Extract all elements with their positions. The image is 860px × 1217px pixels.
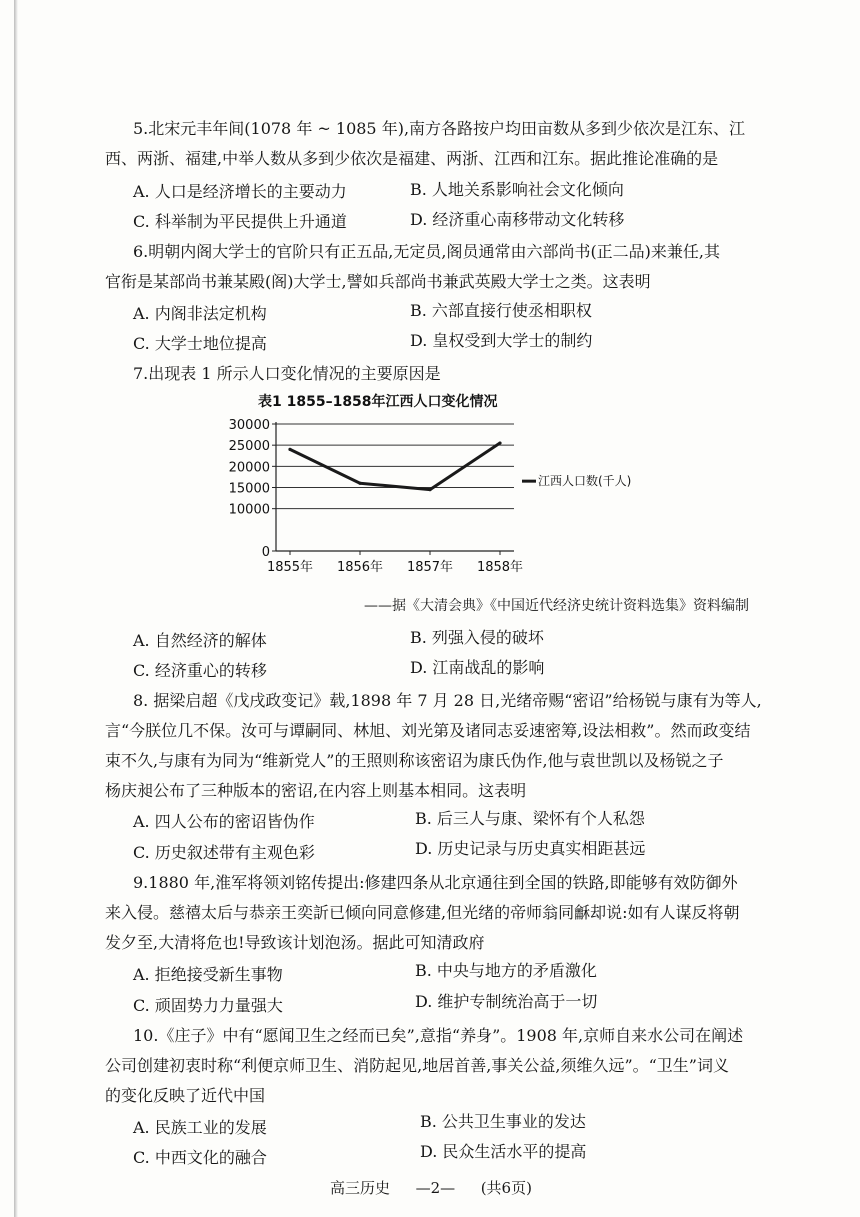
chart-data-point (358, 482, 361, 485)
population-chart-svg (228, 390, 796, 590)
q8-stem-line-3: 束不久,与康有为同为“维新党人”的王照则称该密诏为康氏伪作,他与袁世凯以及杨锐之子 (105, 751, 724, 770)
q8-stem-line-2: 言“今朕位几不保。汝可与谭嗣同、林旭、刘光第及诸同志妥速密筹,设法相救”。然而政变结 (105, 721, 751, 740)
q9-option-c: C. 顽固势力力量强大 (133, 996, 283, 1015)
q5-option-a: A. 人口是经济增长的主要动力 (133, 182, 347, 201)
q5-option-c: C. 科举制为平民提供上升通道 (133, 212, 347, 231)
q7-option-c: C. 经济重心的转移 (133, 661, 267, 680)
q6-stem-line-2: 官衔是某部尚书兼某殿(阁)大学士,譬如兵部尚书兼武英殿大学士之类。这表明 (105, 272, 651, 291)
population-chart (228, 390, 796, 590)
footer-total-pages: (共6页) (480, 1179, 532, 1197)
q5-stem-line-1: 5.北宋元丰年间(1078 年 ~ 1085 年),南方各路按户均田亩数从多到少依次是江东、江 (133, 119, 746, 138)
q10-stem-line-1: 10.《庄子》中有“愿闻卫生之经而已矣”,意指“养身”。1908 年,京师自来水公司在阐述 (133, 1026, 744, 1045)
q10-option-b: B. 公共卫生事业的发达 (420, 1112, 586, 1131)
q7-option-d: D. 江南战乱的影响 (410, 658, 545, 677)
q8-option-a: A. 四人公布的密诏皆伪作 (133, 812, 315, 831)
q9-option-b: B. 中央与地方的矛盾激化 (415, 961, 597, 980)
chart-x-tick-label: 1856年 (336, 560, 384, 575)
q5-option-b: B. 人地关系影响社会文化倾向 (410, 180, 624, 199)
q8-option-d: D. 历史记录与历史真实相距甚远 (415, 839, 646, 858)
q9-option-a: A. 拒绝接受新生事物 (133, 965, 283, 984)
chart-title: 表1 1855–1858年江西人口变化情况 (258, 394, 498, 410)
q6-stem-line-1: 6.明朝内阁大学士的官阶只有正五品,无定员,阁员通常由六部尚书(正二品)来兼任,其 (133, 242, 721, 261)
chart-data-point (498, 441, 501, 444)
q8-option-c: C. 历史叙述带有主观色彩 (133, 843, 315, 862)
chart-labels (229, 393, 632, 575)
chart-x-tick-label: 1857年 (406, 560, 454, 575)
q5-stem-line-2: 西、两浙、福建,中举人数从多到少依次是福建、两浙、江西和江东。据此推论准确的是 (105, 149, 719, 168)
footer-subject: 高三历史 (330, 1179, 391, 1197)
chart-y-tick-label: 25000 (228, 439, 270, 455)
q6-option-a: A. 内阁非法定机构 (133, 304, 267, 323)
q7-option-a: A. 自然经济的解体 (133, 631, 267, 650)
q8-option-b: B. 后三人与康、梁怀有个人私怨 (415, 809, 645, 828)
q10-option-c: C. 中西文化的融合 (133, 1148, 267, 1167)
q8-stem-line-1: 8. 据梁启超《戊戌政变记》载,1898 年 7 月 28 日,光绪帝赐“密诏”给杨锐与康有为等人, (133, 691, 762, 710)
chart-y-tick-label: 10000 (228, 502, 270, 518)
chart-grid (276, 424, 514, 509)
chart-y-tick-label: 0 (261, 545, 270, 560)
q10-option-a: A. 民族工业的发展 (133, 1118, 267, 1137)
q7-data-source: ——据《大清会典》《中国近代经济史统计资料选集》资料编制 (364, 598, 749, 614)
q10-option-d: D. 民众生活水平的提高 (420, 1142, 587, 1161)
q9-option-d: D. 维护专制统治高于一切 (415, 992, 598, 1011)
chart-y-tick-label: 20000 (228, 460, 270, 476)
chart-data-point (428, 488, 431, 491)
q9-stem-line-2: 来入侵。慈禧太后与恭亲王奕訢已倾向同意修建,但光绪的帝师翁同龢却说:如有人谋反将朝 (105, 903, 740, 922)
q6-option-d: D. 皇权受到大学士的制约 (410, 331, 593, 350)
chart-x-tick-label: 1855年 (266, 560, 314, 575)
q6-option-b: B. 六部直接行使丞相职权 (410, 301, 592, 320)
chart-y-tick-label: 15000 (228, 481, 270, 497)
q6-option-c: C. 大学士地位提高 (133, 334, 267, 353)
q10-stem-line-3: 的变化反映了近代中国 (105, 1086, 266, 1105)
scan-edge-shadow (14, 0, 18, 1217)
chart-axes (272, 422, 514, 555)
q8-stem-line-4: 杨庆昶公布了三种版本的密诏,在内容上则基本相同。这表明 (105, 781, 527, 800)
chart-data-point (288, 448, 291, 451)
chart-legend-label: 江西人口数(千人) (538, 474, 632, 489)
chart-y-tick-label: 30000 (228, 418, 270, 433)
q9-stem-line-1: 9.1880 年,淮军将领刘铭传提出:修建四条从北京通往到全国的铁路,即能够有效防御外 (133, 873, 738, 892)
q7-stem-line-1: 7.出现表 1 所示人口变化情况的主要原因是 (133, 364, 441, 383)
q9-stem-line-3: 发夕至,大清将危也!导致该计划泡汤。据此可知清政府 (105, 933, 485, 952)
q7-option-b: B. 列强入侵的破坏 (410, 628, 544, 647)
footer-page-number: —2— (415, 1179, 456, 1197)
q10-stem-line-2: 公司创建初衷时称“利便京师卫生、消防起见,地居首善,事关公益,须维久远”。“卫生”词义 (105, 1056, 729, 1075)
chart-x-tick-label: 1858年 (476, 560, 524, 575)
q5-option-d: D. 经济重心南移带动文化转移 (410, 210, 625, 229)
page-footer (330, 1178, 532, 1198)
